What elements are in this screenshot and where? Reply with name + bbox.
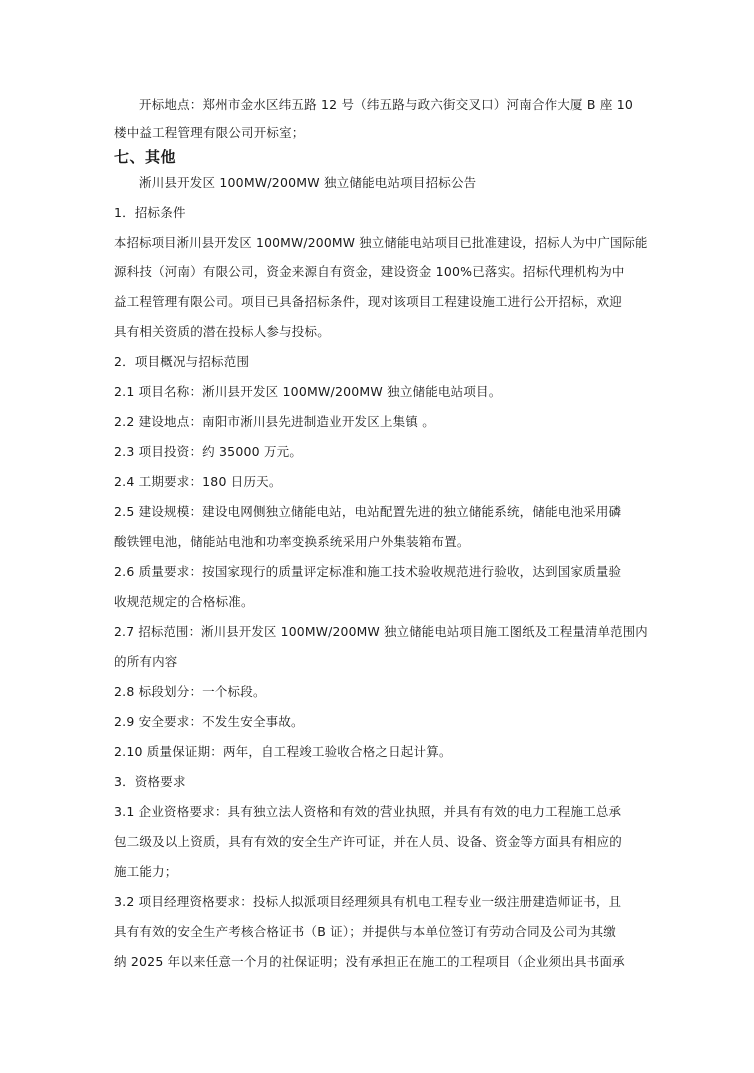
item-2-8: 2.8 标段划分：一个标段。 [114,684,266,699]
item-2-6-line-2: 收规范规定的合格标准。 [114,594,254,609]
item-3-1-line-1: 3.1 企业资格要求：具有独立法人资格和有效的营业执照，并具有有效的电力工程施工总承 [114,804,622,819]
paragraph-line: 本招标项目淅川县开发区 100MW/200MW 独立储能电站项目已批准建设，招标人为中广国际能 [114,235,648,250]
item-2-7-line-1: 2.7 招标范围：淅川县开发区 100MW/200MW 独立储能电站项目施工图纸及工程量清单范围内 [114,624,648,639]
item-2-5-line-2: 酸铁锂电池，储能站电池和功率变换系统采用户外集装箱布置。 [114,534,470,549]
item-3-1-line-2: 包二级及以上资质，具有有效的安全生产许可证，并在人员、设备、资金等方面具有相应的 [114,834,623,849]
item-2-5-line-1: 2.5 建设规模：建设电网侧独立储能电站，电站配置先进的独立储能系统，储能电池采用磷 [114,504,622,519]
item-2-1: 2.1 项目名称：淅川县开发区 100MW/200MW 独立储能电站项目。 [114,384,502,399]
item-3-2-line-2: 具有有效的安全生产考核合格证书（B 证）；并提供与本单位签订有劳动合同及公司为其缴 [114,924,617,939]
item-3-1-line-3: 施工能力； [114,864,178,879]
item-2-4: 2.4 工期要求：180 日历天。 [114,474,282,489]
item-2-6-line-1: 2.6 质量要求：按国家现行的质量评定标准和施工技术验收规范进行验收，达到国家质量验 [114,564,622,579]
item-2-2: 2.2 建设地点：南阳市淅川县先进制造业开发区上集镇 。 [114,414,435,429]
item-3-2-line-3: 纳 2025 年以来任意一个月的社保证明；没有承担正在施工的工程项目（企业须出具书面承 [114,954,625,969]
item-2-3: 2.3 项目投资：约 35000 万元。 [114,444,303,459]
paragraph-line: 具有相关资质的潜在投标人参与投标。 [114,324,330,339]
item-2-9: 2.9 安全要求：不发生安全事故。 [114,714,304,729]
announcement-title: 淅川县开发区 100MW/200MW 独立储能电站项目招标公告 [139,175,477,190]
item-3-2-line-1: 3.2 项目经理资格要求：投标人拟派项目经理须具有机电工程专业一级注册建造师证书，且 [114,894,622,909]
bid-opening-location-line-2: 楼中益工程管理有限公司开标室； [114,125,305,140]
item-2-7-line-2: 的所有内容 [114,654,178,669]
paragraph-line: 源科技（河南）有限公司，资金来源自有资金，建设资金 100%已落实。招标代理机构为中 [114,264,625,279]
section-1-heading: 1．招标条件 [114,205,186,220]
section-2-heading: 2．项目概况与招标范围 [114,354,250,369]
bid-opening-location-line-1: 开标地点：郑州市金水区纬五路 12 号（纬五路与政六街交叉口）河南合作大厦 B 座 10 [139,97,634,112]
section-heading-other: 七、其他 [114,148,177,166]
item-2-10: 2.10 质量保证期：两年，自工程竣工验收合格之日起计算。 [114,744,452,759]
paragraph-line: 益工程管理有限公司。项目已具备招标条件，现对该项目工程建设施工进行公开招标，欢迎 [114,294,623,309]
section-3-heading: 3．资格要求 [114,774,186,789]
